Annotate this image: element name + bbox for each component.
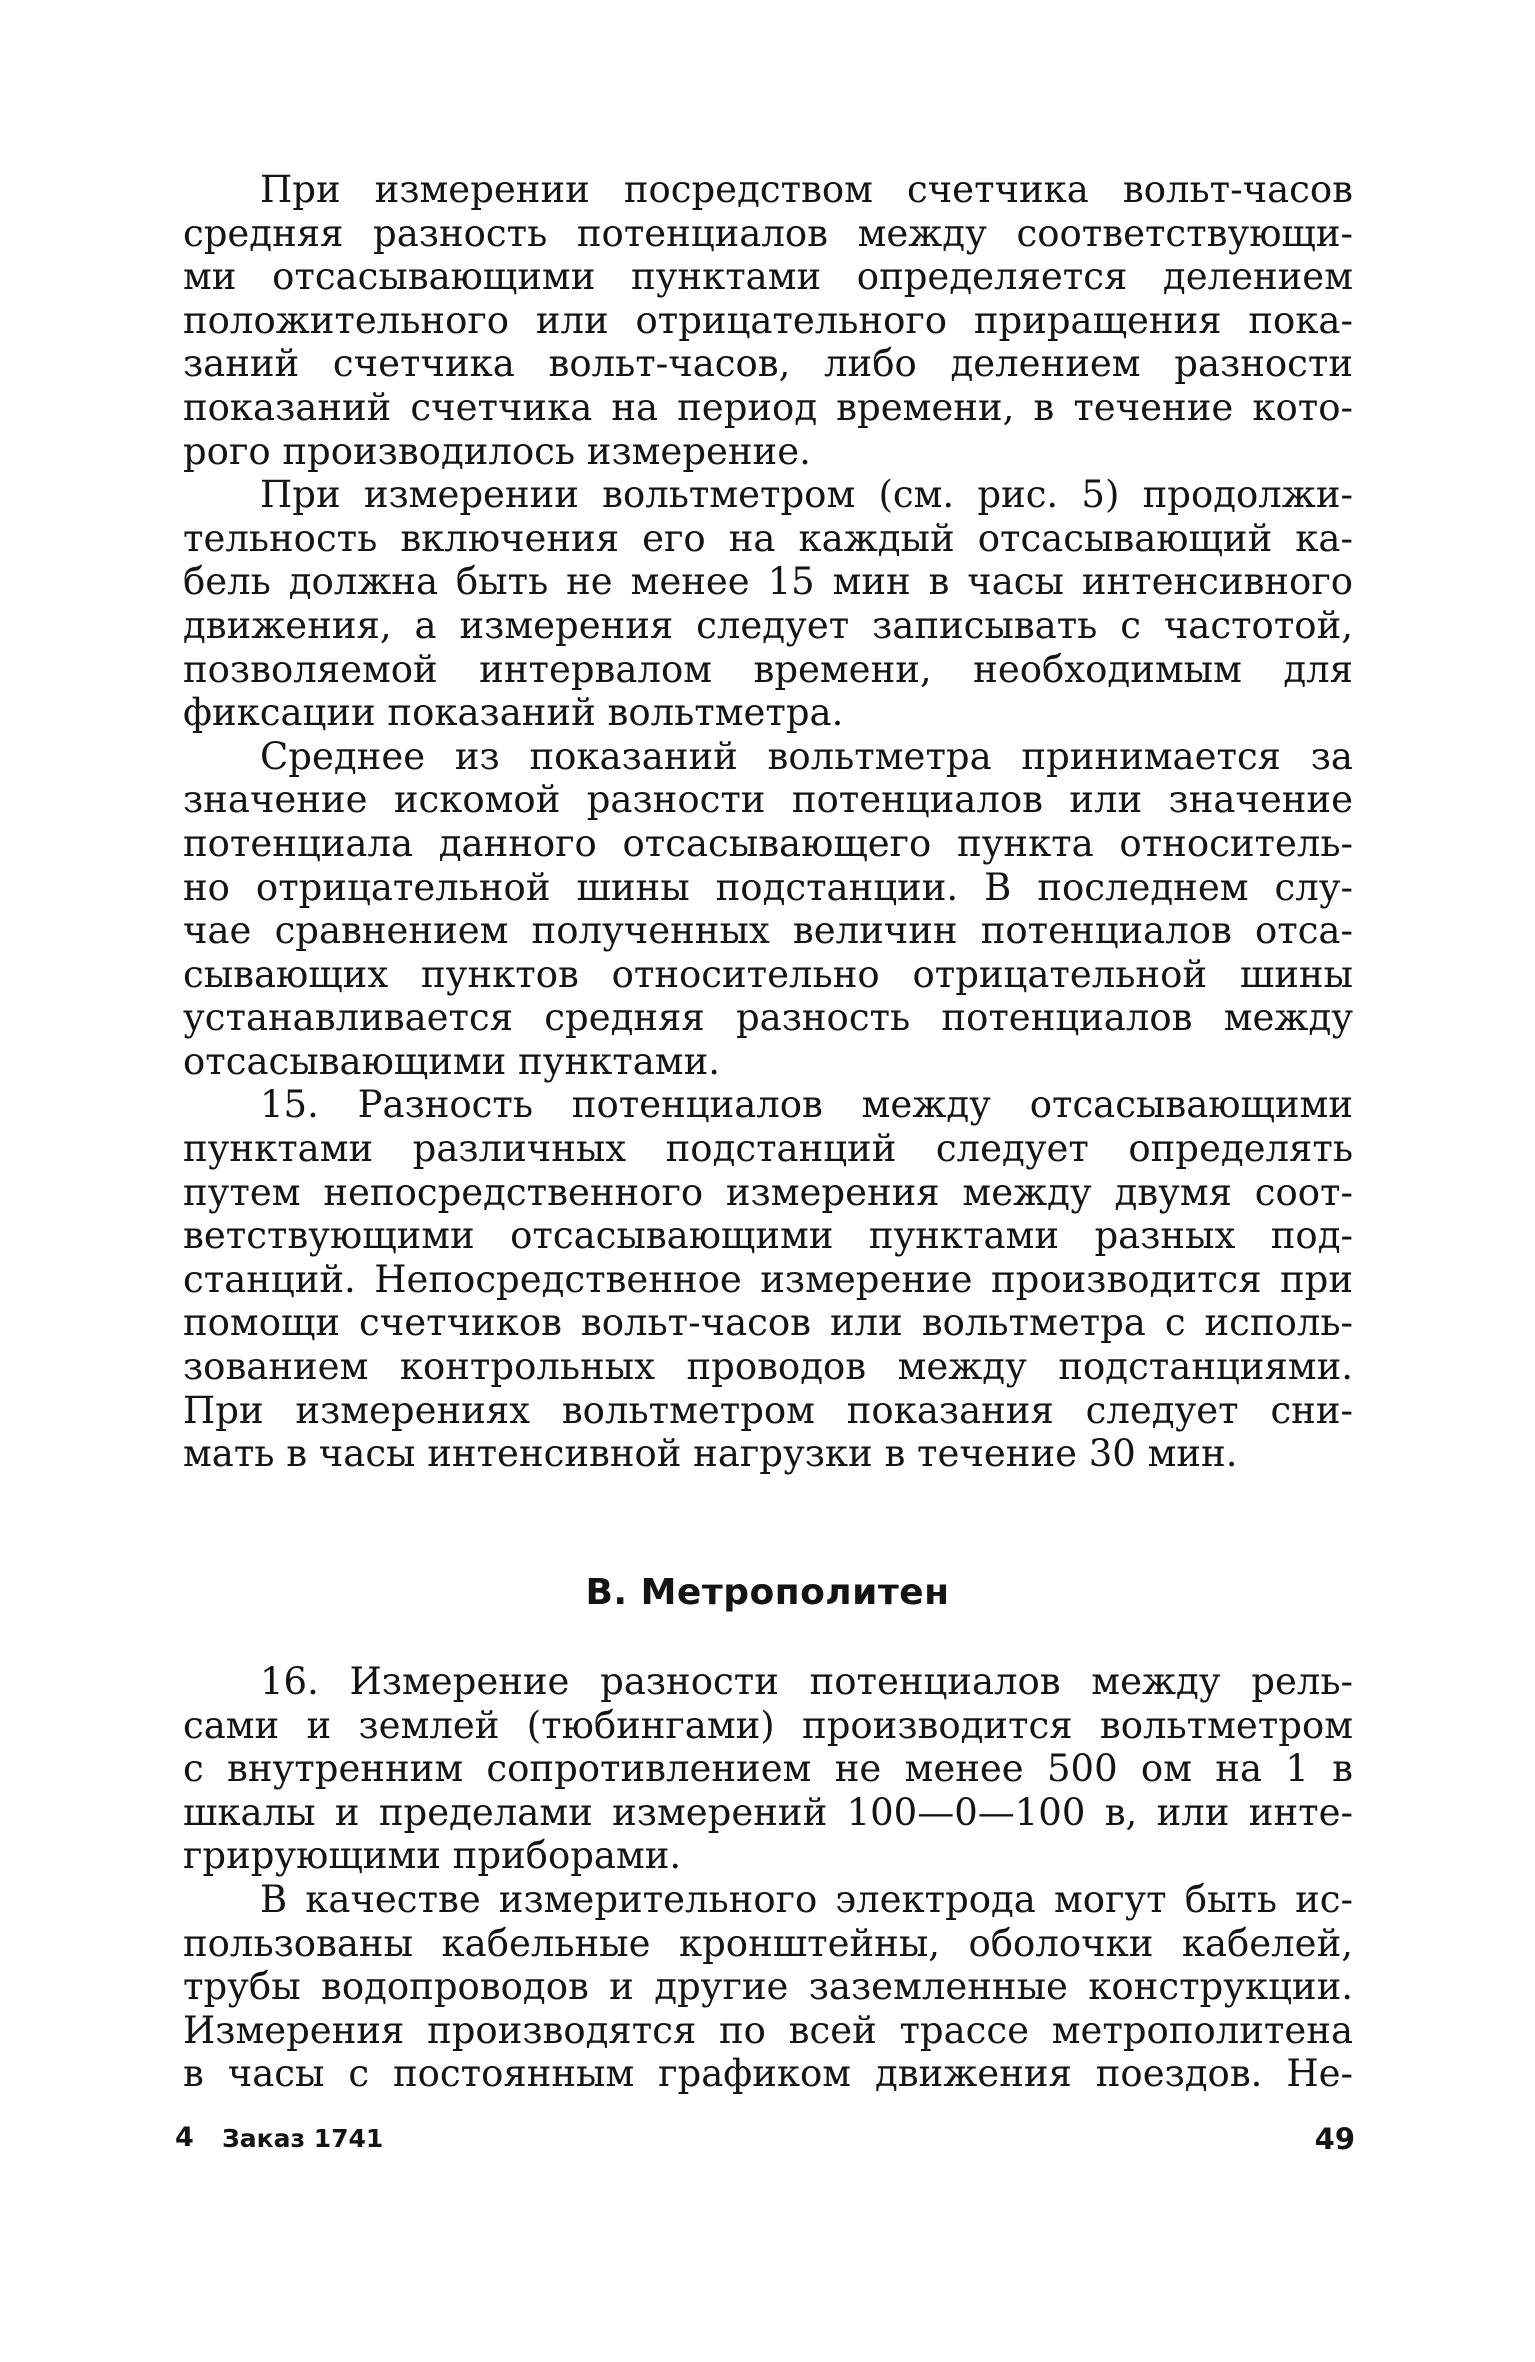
paragraph-5 [183, 1660, 1353, 1878]
page-number: 49 [1314, 2122, 1355, 2156]
paragraph-3-line: устанавливается средняя разность потенциалов между [183, 996, 1353, 1040]
paragraph-5-line: с внутренним сопротивлением не менее 500 ом на 1 в [183, 1747, 1353, 1791]
paragraph-1 [183, 168, 1353, 473]
paragraph-2 [183, 473, 1353, 735]
paragraph-2-line: движения, а измерения следует записывать с частотой, [183, 603, 1353, 647]
section-heading: В. Метрополитен [585, 1572, 950, 1613]
paragraph-2-line: При измерении вольтметром (см. рис. 5) продолжи- [260, 473, 1353, 517]
paragraph-3-line: значение искомой разности потенциалов или значение [183, 778, 1353, 822]
paragraph-4-line: пунктами различных подстанций следует определять [183, 1127, 1353, 1171]
paragraph-6-line: Измерения производятся по всей трассе метрополитена [183, 2008, 1353, 2052]
signature-number: 4 [175, 2122, 194, 2153]
body-text-upper [183, 168, 1353, 1476]
print-order-label: Заказ 1741 [222, 2124, 384, 2153]
paragraph-3-line: потенциала данного отсасывающего пункта относитель- [183, 821, 1353, 865]
paragraph-3 [183, 735, 1353, 1084]
paragraph-4-line: мать в часы интенсивной нагрузки в течение 30 мин. [183, 1432, 1238, 1476]
paragraph-6-line: в часы с постоянным графиком движения поездов. Не- [183, 2052, 1353, 2096]
paragraph-2-line: позволяемой интервалом времени, необходимым для [183, 647, 1353, 691]
paragraph-6-line: В качестве измерительного электрода могут быть ис- [260, 1877, 1353, 1921]
paragraph-1-line: рого производилось измерение. [183, 429, 811, 473]
page-footer [175, 2122, 1355, 2166]
paragraph-3-line: чае сравнением полученных величин потенциалов отса- [183, 909, 1353, 953]
paragraph-2-line: бель должна быть не менее 15 мин в часы интенсивного [183, 560, 1353, 604]
paragraph-6 [183, 1878, 1353, 2096]
paragraph-4-line: 15. Разность потенциалов между отсасывающими [260, 1083, 1353, 1127]
paragraph-5-line: 16. Измерение разности потенциалов между рель- [260, 1660, 1353, 1703]
paragraph-3-line: сывающих пунктов относительно отрицательной шины [183, 952, 1353, 996]
paragraph-3-line: отсасывающими пунктами. [183, 1039, 721, 1083]
paragraph-5-line: грирующими приборами. [183, 1834, 682, 1878]
paragraph-5-line: шкалы и пределами измерений 100—0—100 в, или инте- [183, 1790, 1353, 1834]
paragraph-3-line: Среднее из показаний вольтметра принимается за [260, 734, 1353, 778]
paragraph-4-line: При измерениях вольтметром показания следует сни- [183, 1388, 1353, 1432]
body-text-lower [183, 1660, 1353, 2096]
paragraph-6-line: трубы водопроводов и другие заземленные конструкции. [183, 1965, 1353, 2009]
paragraph-4-line: зованием контрольных проводов между подстанциями. [183, 1345, 1353, 1389]
paragraph-1-line: показаний счетчика на период времени, в течение кото- [183, 385, 1353, 429]
paragraph-1-line: средняя разность потенциалов между соответствующи- [183, 211, 1353, 255]
paragraph-1-line: заний счетчика вольт-часов, либо делением разности [183, 342, 1353, 386]
paragraph-2-line: фиксации показаний вольтметра. [183, 691, 844, 735]
paragraph-3-line: но отрицательной шины подстанции. В последнем слу- [183, 865, 1353, 909]
paragraph-1-line: При измерении посредством счетчика вольт-часов [260, 168, 1353, 211]
paragraph-4 [183, 1083, 1353, 1475]
paragraph-4-line: ветствующими отсасывающими пунктами разных под- [183, 1214, 1353, 1258]
paragraph-4-line: станций. Непосредственное измерение производится при [183, 1257, 1353, 1301]
paragraph-2-line: тельность включения его на каждый отсасывающий ка- [183, 516, 1353, 560]
paragraph-1-line: положительного или отрицательного приращения пока- [183, 298, 1353, 342]
paragraph-6-line: пользованы кабельные кронштейны, оболочки кабелей, [183, 1921, 1353, 1965]
paragraph-5-line: сами и землей (тюбингами) производится вольтметром [183, 1703, 1353, 1747]
paragraph-4-line: помощи счетчиков вольт-часов или вольтметра с исполь- [183, 1301, 1353, 1345]
paragraph-1-line: ми отсасывающими пунктами определяется делением [183, 255, 1353, 299]
paragraph-4-line: путем непосредственного измерения между двумя соот- [183, 1170, 1353, 1214]
